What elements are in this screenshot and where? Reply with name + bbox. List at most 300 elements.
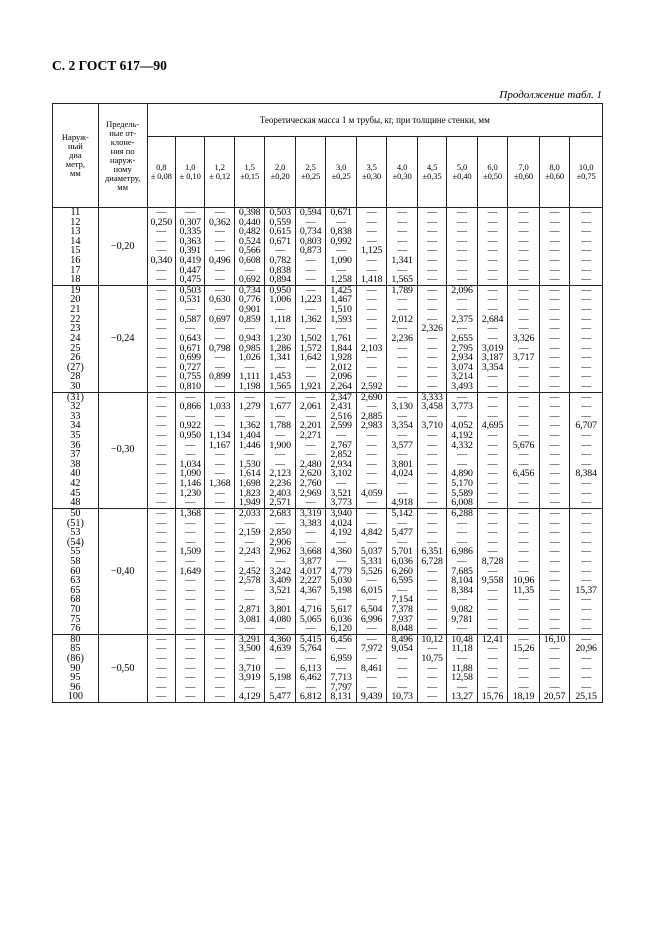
mass-value: — <box>366 623 377 635</box>
mass-value: 1,677 <box>269 401 291 413</box>
tolerance-cell: −0,40 <box>98 508 147 634</box>
mass-value: 13,27 <box>451 691 473 703</box>
mass-value: 0,363 <box>179 235 201 247</box>
mass-value: 1,125 <box>360 245 383 257</box>
mass-value: — <box>214 603 225 615</box>
mass-value: 0,755 <box>179 371 201 383</box>
mass-value: — <box>549 458 560 470</box>
mass-value: — <box>518 304 529 316</box>
mass-value: — <box>518 420 529 432</box>
mass-value: 0,782 <box>269 255 291 267</box>
wall-thickness-header: 1,0 ± 0,10 <box>175 137 204 208</box>
mass-value: — <box>366 361 377 373</box>
mass-value: — <box>214 380 225 392</box>
mass-value: — <box>487 546 498 558</box>
mass-value: — <box>581 527 591 539</box>
mass-value: 9,082 <box>451 603 473 615</box>
mass-value: 2,061 <box>299 401 322 413</box>
mass-value: — <box>366 653 377 665</box>
mass-value: — <box>366 575 377 587</box>
mass-value: 2,516 <box>330 410 352 422</box>
mass-value: 1,761 <box>330 332 352 344</box>
mass-value: — <box>518 264 529 276</box>
mass-value: 0,559 <box>269 216 291 228</box>
mass-value: 0,503 <box>179 284 201 296</box>
mass-value: — <box>397 584 407 596</box>
diameter-value: 48 <box>70 497 81 509</box>
mass-value: — <box>487 458 498 470</box>
mass-value: 6,728 <box>421 555 443 567</box>
mass-cell <box>570 634 603 702</box>
mass-value: 5,701 <box>391 546 413 558</box>
mass-value: 5,676 <box>512 439 535 451</box>
mass-value: — <box>397 653 407 665</box>
mass-value: — <box>156 332 167 344</box>
mass-value: — <box>185 594 196 606</box>
mass-value: 7,685 <box>451 565 473 577</box>
mass-value: 0,391 <box>179 245 201 257</box>
diameter-value: 32 <box>70 401 81 413</box>
mass-value: — <box>214 623 225 635</box>
mass-cell <box>477 508 507 634</box>
mass-value: 5,764 <box>299 643 322 655</box>
mass-value: — <box>427 507 437 519</box>
mass-value: — <box>397 430 407 442</box>
mass-value: — <box>581 536 591 548</box>
mass-value: 2,403 <box>269 487 291 499</box>
mass-value: — <box>581 313 591 325</box>
mass-cell <box>508 285 540 392</box>
mass-value: — <box>156 575 167 587</box>
mass-value: — <box>457 216 467 228</box>
mass-value: — <box>185 603 196 615</box>
mass-value: — <box>581 274 591 286</box>
mass-value: — <box>156 371 167 383</box>
mass-value: — <box>427 527 437 539</box>
mass-value: — <box>427 613 437 625</box>
mass-cell <box>175 208 204 286</box>
mass-value: — <box>366 594 377 606</box>
mass-value: 1,111 <box>239 371 261 383</box>
mass-value: — <box>581 304 591 316</box>
mass-value: 10,75 <box>421 653 443 665</box>
mass-value: — <box>366 332 377 344</box>
mass-cell <box>539 392 569 508</box>
mass-value: — <box>549 555 560 567</box>
mass-value: — <box>518 430 529 442</box>
mass-value: — <box>549 380 560 392</box>
mass-value: — <box>549 391 560 403</box>
mass-value: 3,773 <box>451 401 473 413</box>
mass-value: 2,599 <box>330 420 352 432</box>
mass-value: — <box>549 323 560 335</box>
mass-cell <box>570 285 603 392</box>
mass-value: — <box>487 245 498 257</box>
mass-value: 6,996 <box>360 613 383 625</box>
mass-value: 2,103 <box>360 342 383 354</box>
mass-value: — <box>427 264 437 276</box>
mass-value: 0,950 <box>269 284 291 296</box>
mass-value: 3,493 <box>451 380 473 392</box>
mass-value: — <box>427 449 437 461</box>
mass-value: — <box>427 361 437 373</box>
mass-value: — <box>549 643 560 655</box>
mass-value: 3,521 <box>269 584 291 596</box>
mass-value: — <box>487 662 498 674</box>
mass-value: 2,684 <box>481 313 504 325</box>
mass-value: 1,649 <box>179 565 201 577</box>
mass-value: — <box>305 449 316 461</box>
mass-value: 3,319 <box>299 507 322 519</box>
mass-value: — <box>156 584 167 596</box>
mass-value: — <box>457 304 467 316</box>
mass-value: — <box>549 255 560 267</box>
mass-value: — <box>581 517 591 529</box>
mass-value: 3,214 <box>451 371 473 383</box>
mass-value: — <box>244 410 255 422</box>
mass-value: 3,577 <box>391 439 413 451</box>
mass-value: 18,19 <box>512 691 535 703</box>
mass-value: 7,972 <box>360 643 383 655</box>
mass-value: — <box>549 672 560 684</box>
mass-value: 4,779 <box>330 565 352 577</box>
mass-value: 2,578 <box>238 575 261 587</box>
mass-value: — <box>581 497 591 509</box>
mass-value: — <box>549 216 560 228</box>
mass-value: 6,986 <box>451 546 473 558</box>
mass-value: — <box>549 653 560 665</box>
mass-cell <box>265 392 295 508</box>
mass-value: — <box>156 603 167 615</box>
mass-value: — <box>518 207 529 218</box>
mass-value: 2,690 <box>360 391 383 403</box>
mass-value: 3,877 <box>299 555 322 567</box>
wall-thickness-header: 3,5 ±0,30 <box>356 137 386 208</box>
mass-value: — <box>156 420 167 432</box>
mass-value: — <box>214 264 225 276</box>
mass-value: 1,565 <box>269 380 291 392</box>
mass-value: 2,123 <box>269 468 291 480</box>
mass-cell <box>447 285 477 392</box>
mass-value: — <box>214 226 225 238</box>
mass-value: 6,351 <box>421 546 443 558</box>
diameter-value: 19 <box>70 284 81 296</box>
mass-value: — <box>214 691 225 703</box>
mass-value: 4,716 <box>299 603 322 615</box>
mass-cell <box>205 508 234 634</box>
mass-value: — <box>214 410 225 422</box>
mass-header: Теоретическая масса 1 м трубы, кг, при толщине стенки, мм <box>147 104 602 137</box>
outer-diameter-cell <box>53 634 99 702</box>
mass-value: 2,159 <box>238 527 261 539</box>
mass-value: — <box>156 468 167 480</box>
mass-value: 5,037 <box>360 546 383 558</box>
mass-value: — <box>518 681 529 693</box>
mass-value: — <box>366 284 377 296</box>
mass-cell <box>477 634 507 702</box>
mass-value: — <box>457 391 467 403</box>
mass-value: 15,26 <box>512 643 535 655</box>
mass-value: 2,983 <box>360 420 383 432</box>
mass-value: — <box>549 294 560 306</box>
mass-value: 3,242 <box>269 565 291 577</box>
mass-value: — <box>156 294 167 306</box>
mass-value: — <box>156 633 167 645</box>
mass-value: — <box>427 207 437 218</box>
mass-value: 1,223 <box>299 294 322 306</box>
diameter-value: 53 <box>70 527 81 539</box>
mass-value: — <box>244 584 255 596</box>
diameter-value: 17 <box>70 264 81 276</box>
mass-value: — <box>518 653 529 665</box>
mass-value: — <box>427 235 437 247</box>
mass-value: — <box>427 226 437 238</box>
mass-value: 1,446 <box>238 439 261 451</box>
mass-value: 0,475 <box>179 274 201 286</box>
mass-value: — <box>397 662 407 674</box>
mass-value: — <box>156 487 167 499</box>
mass-value: — <box>156 643 167 655</box>
mass-value: 5,170 <box>451 478 473 490</box>
diameter-value: 70 <box>70 603 81 615</box>
mass-value: — <box>305 216 316 228</box>
mass-value: — <box>518 497 529 509</box>
mass-value: — <box>336 323 346 335</box>
mass-value: 2,012 <box>330 361 352 373</box>
mass-cell <box>508 508 540 634</box>
mass-value: — <box>487 323 498 335</box>
mass-value: — <box>581 594 591 606</box>
mass-value: 2,871 <box>238 603 261 615</box>
mass-value: — <box>185 672 196 684</box>
mass-value: — <box>397 361 407 373</box>
mass-value: — <box>518 226 529 238</box>
mass-value: 2,592 <box>360 380 383 392</box>
diameter-value: 25 <box>70 342 81 354</box>
mass-value: — <box>518 633 529 645</box>
mass-value: 6,288 <box>451 507 473 519</box>
mass-value: — <box>581 352 591 364</box>
mass-value: — <box>581 401 591 413</box>
mass-cell <box>326 285 356 392</box>
mass-value: 0,699 <box>179 352 201 364</box>
mass-value: 0,671 <box>330 207 352 218</box>
mass-value: 1,230 <box>269 332 291 344</box>
mass-value: — <box>156 555 167 567</box>
mass-value: — <box>214 594 225 606</box>
mass-value: 3,668 <box>299 546 322 558</box>
mass-value: 1,844 <box>330 342 352 354</box>
mass-value: — <box>487 430 498 442</box>
mass-value: 3,521 <box>330 487 352 499</box>
mass-value: — <box>427 468 437 480</box>
mass-value: — <box>305 274 316 286</box>
mass-value: — <box>457 235 467 247</box>
mass-value: — <box>427 342 437 354</box>
mass-value: 1,341 <box>269 352 291 364</box>
diameter-value: 60 <box>70 565 81 577</box>
mass-value: — <box>518 410 529 422</box>
mass-value: — <box>457 594 467 606</box>
diameter-value: 34 <box>70 420 81 432</box>
mass-value: — <box>397 207 407 218</box>
mass-value: — <box>156 380 167 392</box>
mass-value: 6,504 <box>360 603 383 615</box>
mass-cell <box>539 508 569 634</box>
mass-value: — <box>487 478 498 490</box>
mass-value: 3,074 <box>451 361 473 373</box>
mass-value: — <box>156 497 167 509</box>
mass-value: — <box>275 449 286 461</box>
mass-value: — <box>549 420 560 432</box>
mass-value: — <box>366 458 377 470</box>
mass-value: 2,431 <box>330 401 352 413</box>
mass-value: 1,368 <box>208 478 231 490</box>
mass-value: — <box>487 294 498 306</box>
mass-value: 9,439 <box>360 691 383 703</box>
mass-value: — <box>214 507 225 519</box>
mass-value: — <box>518 527 529 539</box>
mass-value: — <box>457 527 467 539</box>
mass-value: 5,030 <box>330 575 352 587</box>
mass-cell <box>356 285 386 392</box>
mass-value: — <box>518 294 529 306</box>
diameter-value: 21 <box>70 304 81 316</box>
mass-value: — <box>549 439 560 451</box>
mass-value: — <box>275 555 286 567</box>
mass-cell <box>234 392 264 508</box>
mass-value: — <box>214 681 225 693</box>
mass-value: — <box>214 274 225 286</box>
mass-cell <box>447 208 477 286</box>
diameter-value: 28 <box>70 371 81 383</box>
mass-value: 4,024 <box>330 517 352 529</box>
mass-value: 0,630 <box>208 294 231 306</box>
diameter-value: 35 <box>70 430 81 442</box>
mass-value: — <box>336 536 346 548</box>
mass-value: 0,566 <box>238 245 261 257</box>
mass-value: — <box>581 332 591 344</box>
mass-value: 9,054 <box>391 643 413 655</box>
mass-value: 8,104 <box>451 575 473 587</box>
mass-value: 1,362 <box>299 313 322 325</box>
mass-value: — <box>185 304 196 316</box>
mass-value: 3,500 <box>238 643 261 655</box>
mass-value: — <box>581 478 591 490</box>
mass-value: 3,710 <box>421 420 443 432</box>
mass-value: — <box>185 391 196 403</box>
mass-value: — <box>156 410 167 422</box>
mass-value: 0,922 <box>179 420 201 432</box>
mass-value: — <box>366 226 377 238</box>
mass-cell <box>147 508 175 634</box>
mass-value: — <box>427 255 437 267</box>
mass-value: — <box>214 458 225 470</box>
diameter-value: 33 <box>70 410 81 422</box>
diameter-value: 58 <box>70 555 81 567</box>
mass-value: — <box>518 565 529 577</box>
mass-value: — <box>214 207 225 218</box>
mass-value: — <box>185 691 196 703</box>
mass-value: — <box>549 264 560 276</box>
mass-value: 2,683 <box>269 507 291 519</box>
mass-value: 5,477 <box>391 527 413 539</box>
mass-value: — <box>397 294 407 306</box>
mass-value: — <box>427 517 437 529</box>
mass-cell <box>417 508 446 634</box>
mass-value: 1,900 <box>269 439 291 451</box>
mass-value: — <box>457 264 467 276</box>
mass-value: — <box>366 507 377 519</box>
mass-cell <box>356 634 386 702</box>
mass-value: — <box>427 497 437 509</box>
mass-cell <box>387 285 417 392</box>
mass-value: — <box>214 555 225 567</box>
mass-value: — <box>427 274 437 286</box>
mass-value: — <box>549 546 560 558</box>
mass-value: — <box>487 613 498 625</box>
mass-value: 6,260 <box>391 565 413 577</box>
mass-value: — <box>397 371 407 383</box>
diameter-value: 55 <box>70 546 81 558</box>
mass-value: 3,333 <box>421 391 443 403</box>
mass-value: 1,565 <box>391 274 413 286</box>
mass-value: — <box>244 361 255 373</box>
mass-value: — <box>275 391 286 403</box>
mass-value: — <box>581 391 591 403</box>
mass-value: 0,894 <box>269 274 291 286</box>
mass-value: 4,024 <box>391 468 413 480</box>
mass-value: — <box>185 662 196 674</box>
mass-value: — <box>427 458 437 470</box>
mass-value: — <box>185 527 196 539</box>
mass-value: — <box>457 681 467 693</box>
mass-value: 0,615 <box>269 226 291 238</box>
mass-cell <box>508 392 540 508</box>
mass-value: — <box>275 410 286 422</box>
mass-value: — <box>397 352 407 364</box>
mass-value: 4,017 <box>299 565 322 577</box>
mass-value: 1,418 <box>360 274 383 286</box>
mass-value: 2,852 <box>330 449 352 461</box>
mass-value: 12,58 <box>451 672 473 684</box>
mass-value: — <box>366 352 377 364</box>
mass-value: — <box>305 410 316 422</box>
mass-cell <box>570 208 603 286</box>
mass-value: 0,524 <box>238 235 261 247</box>
mass-value: — <box>487 235 498 247</box>
mass-value: — <box>156 361 167 373</box>
diameter-value: 68 <box>70 594 81 606</box>
mass-cell <box>447 634 477 702</box>
mass-value: — <box>366 449 377 461</box>
mass-value: — <box>275 594 286 606</box>
mass-cell <box>295 392 325 508</box>
mass-value: — <box>366 468 377 480</box>
mass-value: 8,131 <box>330 691 352 703</box>
mass-value: — <box>185 681 196 693</box>
mass-value: — <box>397 449 407 461</box>
mass-value: 1,921 <box>299 380 322 392</box>
mass-value: — <box>336 430 346 442</box>
mass-value: — <box>156 401 167 413</box>
mass-value: 0,866 <box>179 401 201 413</box>
diameter-value: 20 <box>70 294 81 306</box>
mass-value: — <box>244 449 255 461</box>
mass-value: — <box>185 410 196 422</box>
mass-value: — <box>518 613 529 625</box>
mass-value: — <box>549 584 560 596</box>
